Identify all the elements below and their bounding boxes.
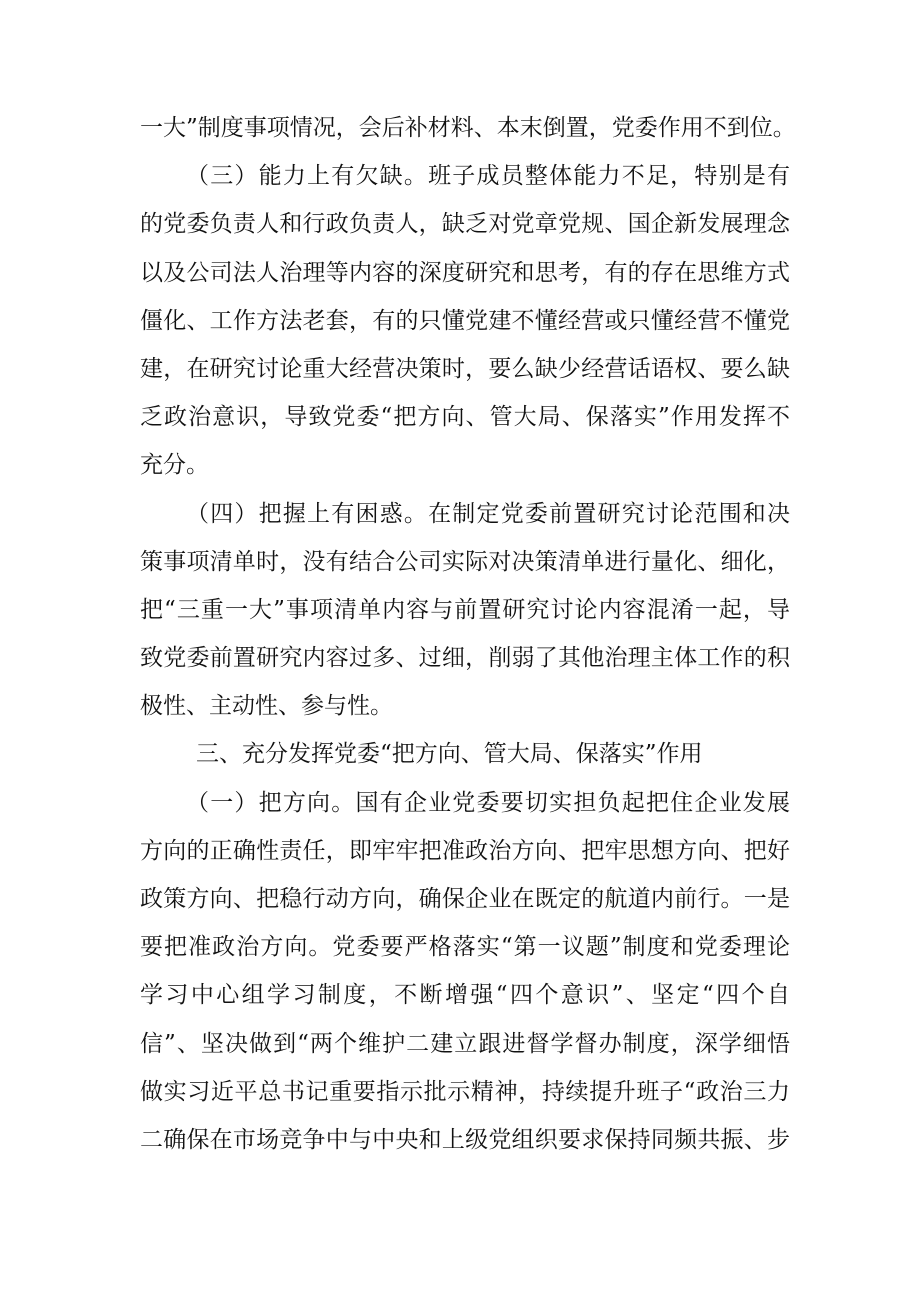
text-line: 的党委负责人和行政负责人，缺乏对党章党规、国企新发展理念: [140, 211, 790, 238]
paragraph-end-line: 极性、主动性、参与性。: [140, 693, 393, 720]
text-line: 做实习近平总书记重要指示批示精神，持续提升班子“政治三力: [140, 1078, 790, 1105]
text-line: 致党委前置研究内容过多、过细，削弱了其他治理主体工作的积: [140, 645, 790, 672]
text-line: 信”、坚决做到“两个维护二建立跟进督学督办制度，深学细悟: [140, 1030, 790, 1057]
text-line: 方向的正确性责任，即牢牢把准政治方向、把牢思想方向、把好: [140, 837, 790, 864]
body-text: [140, 104, 796, 1164]
text-line: 学习中心组学习制度，不断增强“四个意识”、坚定“四个自: [140, 982, 790, 1009]
text-line: 以及公司法人治理等内容的深度研究和思考，有的存在思维方式: [140, 259, 790, 286]
paragraph-end-line: 充分。: [140, 452, 209, 479]
text-line: 僵化、工作方法老套，有的只懂党建不懂经营或只懂经营不懂党: [140, 307, 790, 334]
text-line: 一大”制度事项情况，会后补材料、本末倒置，党委作用不到位。: [140, 115, 796, 141]
paragraph-start-line: （三）能力上有欠缺。班子成员整体能力不足，特别是有: [186, 163, 790, 190]
text-line: 把“三重一大”事项清单内容与前置研究讨论内容混淆一起，导: [140, 596, 790, 623]
paragraph-start-line: （四）把握上有困惑。在制定党委前置研究讨论范围和决: [186, 500, 790, 527]
text-line: 政策方向、把稳行动方向，确保企业在既定的航道内前行。一是: [140, 886, 790, 912]
section-heading: 三、充分发挥党委“把方向、管大局、保落实”作用: [196, 741, 703, 768]
text-line: 要把准政治方向。党委要严格落实“第一议题”制度和党委理论: [140, 934, 790, 961]
text-line: 建，在研究讨论重大经营决策时，要么缺少经营话语权、要么缺: [140, 355, 790, 382]
text-line: 策事项清单时，没有结合公司实际对决策清单进行量化、细化，: [140, 548, 790, 575]
text-line: 二确保在市场竞争中与中央和上级党组织要求保持同频共振、步: [140, 1126, 790, 1153]
text-line: 乏政治意识，导致党委“把方向、管大局、保落实”作用发挥不: [140, 404, 790, 431]
paragraph-start-line: （一）把方向。国有企业党委要切实担负起把住企业发展: [186, 789, 790, 816]
